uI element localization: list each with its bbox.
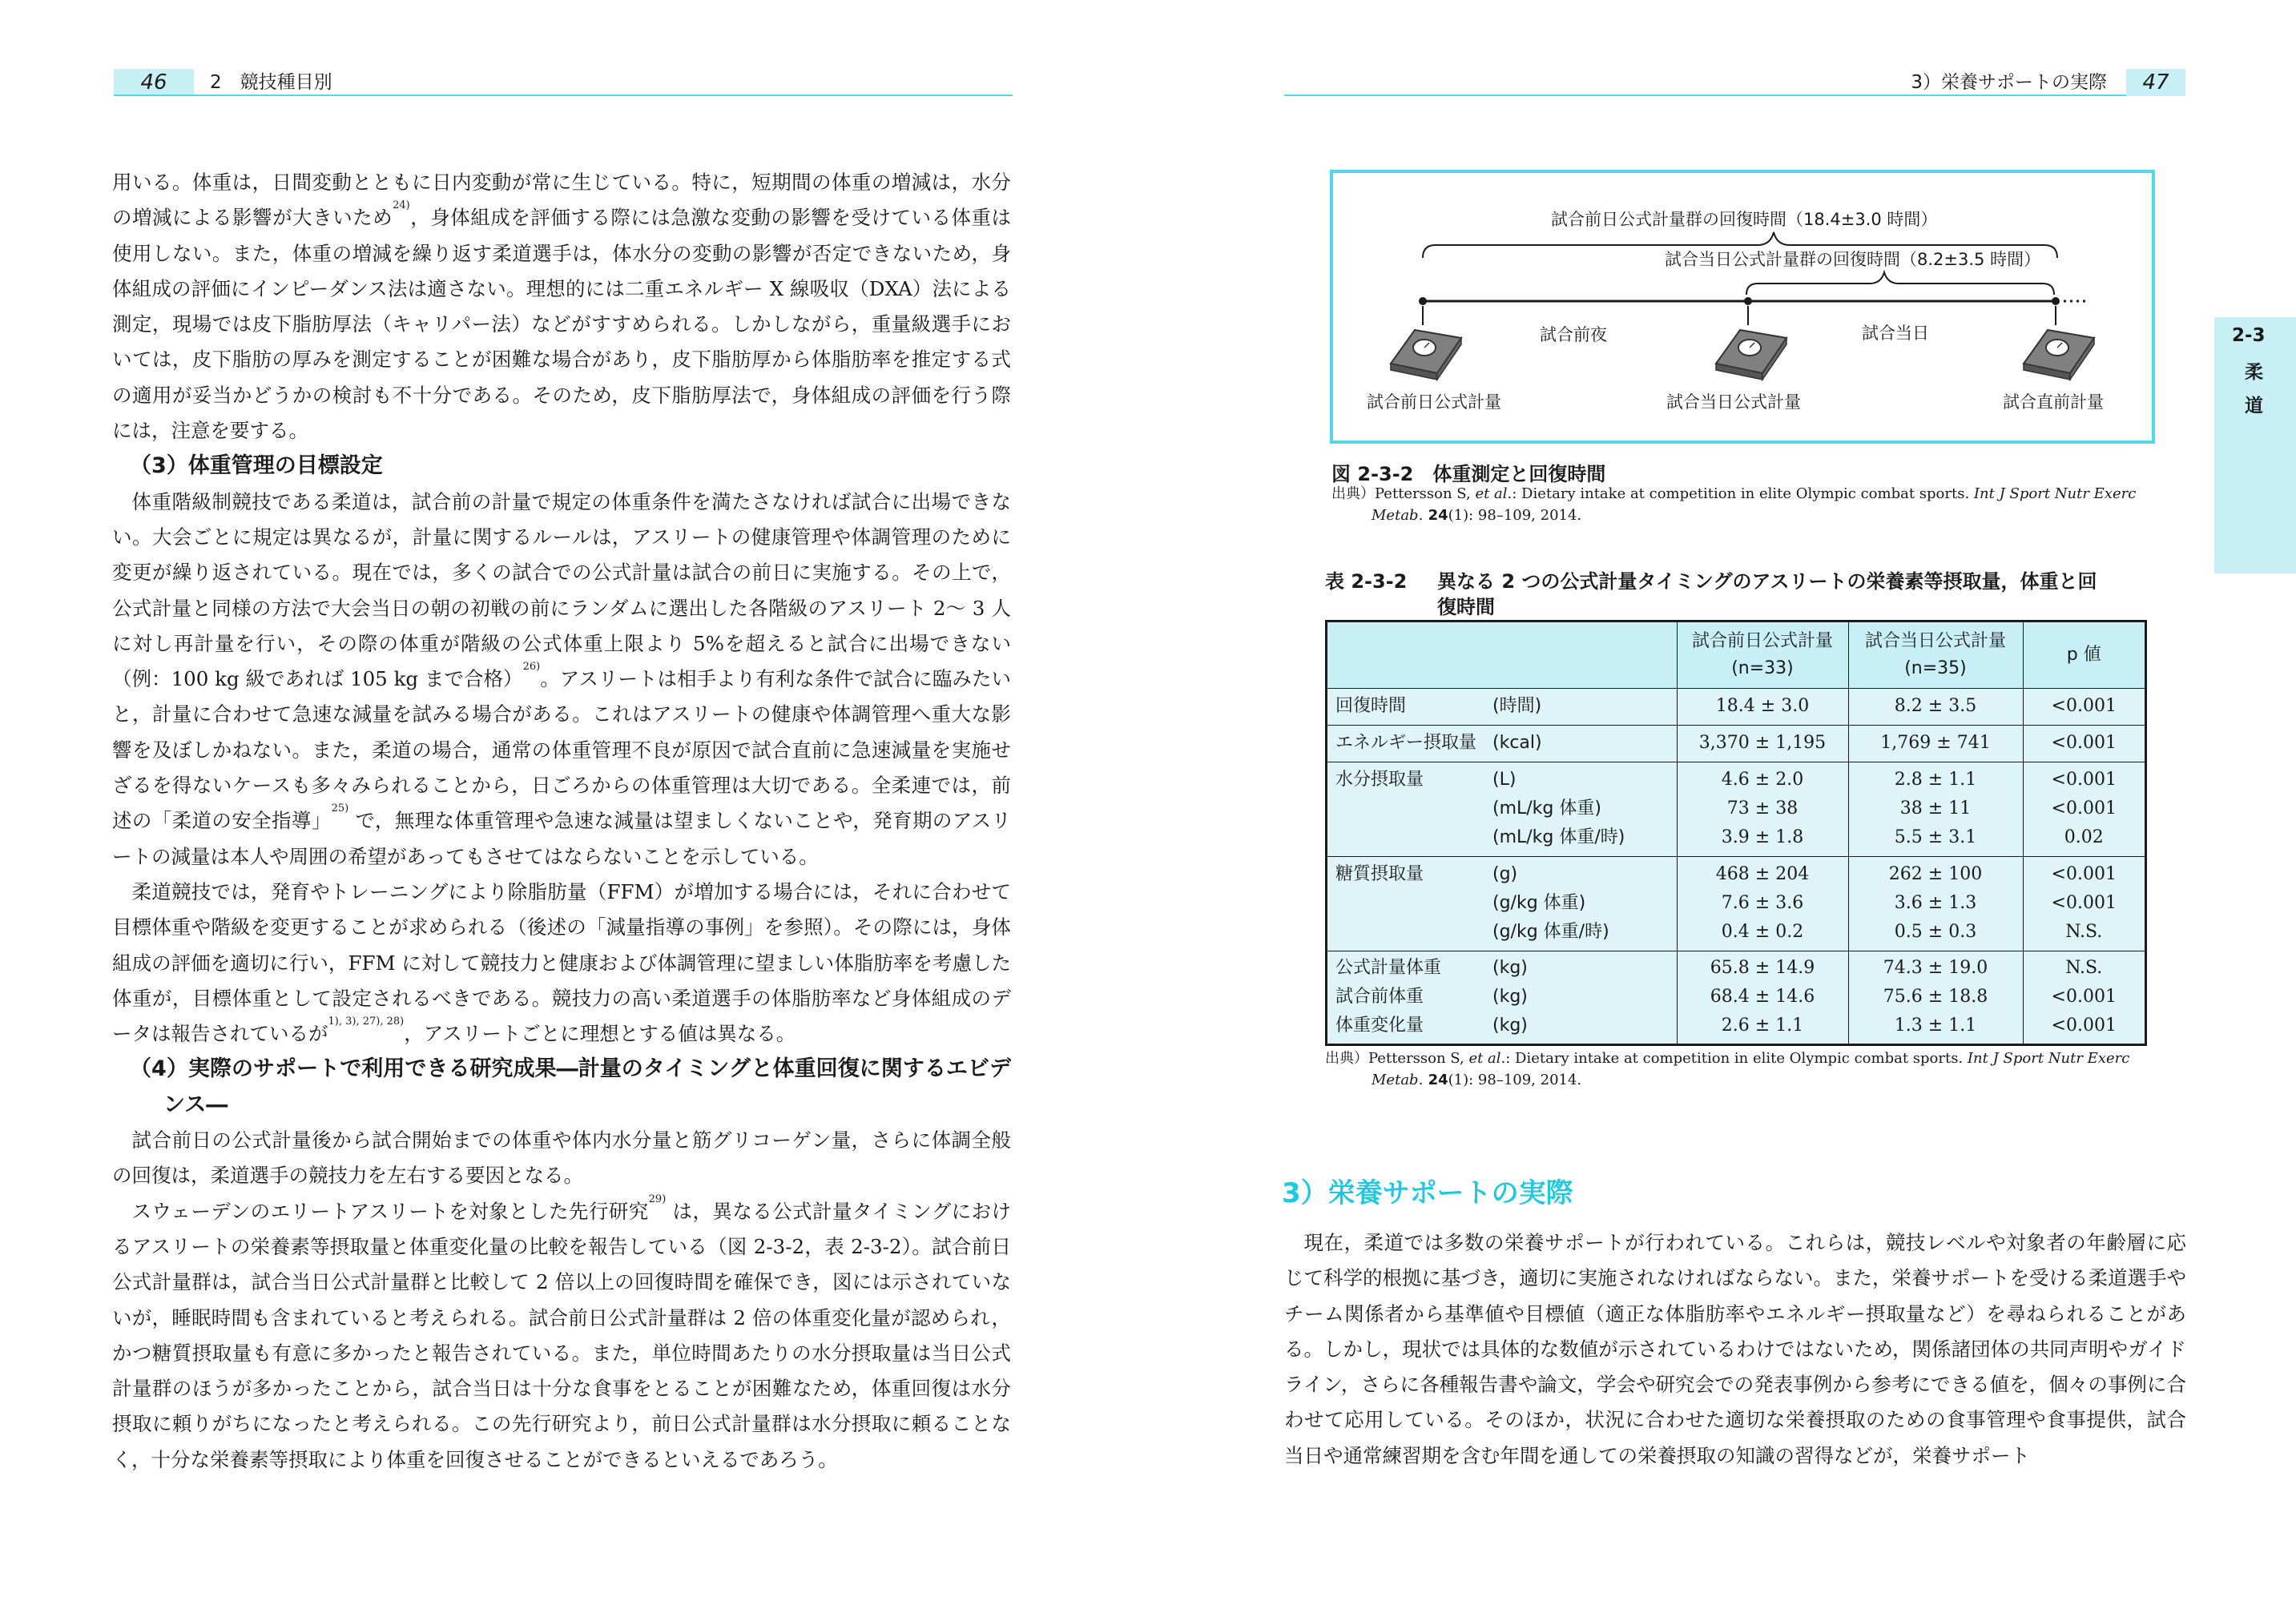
citation: 29) <box>648 1193 667 1205</box>
side-tab-char-1: 柔 <box>2245 362 2263 383</box>
figure-caption: 図 2-3-2 体重測定と回復時間 <box>1331 463 1606 485</box>
scale-icon <box>1391 330 1461 380</box>
period-2-label: 試合当日 <box>1862 324 1929 343</box>
side-tab-char-2: 道 <box>2245 396 2263 416</box>
nutrition-table <box>1325 620 2147 1046</box>
figure-weigh-in-timeline <box>1330 170 2155 444</box>
subsection-heading-3: （3）体重管理の目標設定 <box>130 453 383 479</box>
table-header-row <box>1327 622 2145 688</box>
header-col-p-value: p 値 <box>2023 622 2145 688</box>
paragraph: スウェーデンのエリートアスリートを対象とした先行研究$^{29)}$ は，異なる公式計量タイミングにおけるアスリートの栄養素等摂取量と体重変化量の比較を報告している（図 2-3-2，表 2-3-2）。試合前日公式計量群は，試合当日公式計量群と比較して 2 倍以上の回復時間を確保でき，図には示されていないが，睡眠時間も含まれていると考えられる。試合前日公式計量群は 2 倍の体重変化量が認められ，かつ糖質摂取量も有意に多かったと報告されている。また，単位時間あたりの水分摂取量は当日公式計量群のほうが多かったことから，試合当日は十分な食事をとることが困難なため，体重回復は水分摂取に頼りがちになったと考えられる。この先行研究より，前日公式計量群は水分摂取に頼ることなく，十分な栄養素等摂取により体重を回復させることができるといえるであろう。 <box>112 1193 1012 1471</box>
header-col-prev-day: 試合前日公式計量 (n=33) <box>1677 622 1848 688</box>
citation: 1), 3), 27), 28) <box>328 1016 405 1028</box>
table-caption-line-1: 異なる 2 つの公式計量タイミングのアスリートの栄養素等摂取量，体重と回 <box>1437 570 2097 593</box>
left-running-header: 2 競技種目別 <box>210 72 332 93</box>
point-1-label: 試合前日公式計量 <box>1367 392 1501 412</box>
chapter-side-tab <box>2214 317 2296 573</box>
brace-top-label: 試合前日公式計量群の回復時間（18.4±3.0 時間） <box>1551 210 1938 229</box>
table-row: 回復時間 (時間) 18.4 ± 3.0 8.2 ± 3.5 <0.001 <box>1327 688 2145 725</box>
table-caption-line-2: 復時間 <box>1437 596 1495 618</box>
paragraph: 体重階級制競技である柔道は，試合前の計量で規定の体重条件を満たさなければ試合に出場できない。大会ごとに規定は異なるが，計量に関するルールは，アスリートの健康管理や体調管理のために変更が繰り返されている。現在では，多くの試合での公式計量は試合の前日に実施する。その上で，公式計量と同様の方法で大会当日の朝の初戦の前にランダムに選出した各階級のアスリート 2～ 3 人に対し再計量を行い，その際の体重が階級の公式体重上限より 5%を超えると試合に出場できない（例：100 kg 級であれば 105 kg まで合格）$^{26)}$。アスリートは相手より有利な条件で試合に臨みたいと，計量に合わせて急速な減量を試みる場合がある。これはアスリートの健康や体調管理へ重大な影響を及ぼしかねない。また，柔道の場合，通常の体重管理不良が原因で試合直前に急速減量を実施せざるを得ないケースも多々みられることから，日ごろからの体重管理は大切である。全柔連では，前述の「柔道の安全指導」$^{25)}$ で，無理な体重管理や急速な減量は望ましくないことや，発育期のアスリートの減量は本人や周囲の希望があってもさせてはならないことを示している。 <box>112 489 1012 868</box>
subsection-heading-4: （4）実際のサポートで利用できる研究成果―計量のタイミングと体重回復に関するエビデンス― <box>130 1056 1011 1117</box>
citation: 24) <box>393 199 410 212</box>
timeline-dot-1 <box>1419 297 1427 305</box>
table-row: エネルギー摂取量 (kcal) 3,370 ± 1,195 1,769 ± 741 <0.001 <box>1327 725 2145 762</box>
citation: 26) <box>522 661 541 674</box>
side-tab-code: 2-3 <box>2232 325 2266 346</box>
point-3-label: 試合直前計量 <box>2003 392 2104 412</box>
timeline-dot-2 <box>1744 297 1752 305</box>
paragraph: 試合前日の公式計量後から試合開始までの体重や体内水分量と筋グリコーゲン量，さらに体調全般の回復は，柔道選手の競技力を左右する要因となる。 <box>112 1128 1011 1188</box>
scale-icon <box>1716 330 1786 380</box>
table-caption-label: 表 2-3-2 <box>1325 570 1408 593</box>
brace-bottom <box>1746 272 2054 295</box>
timeline-dot-3 <box>2052 297 2060 305</box>
paragraph: 現在，柔道では多数の栄養サポートが行われている。これらは，競技レベルや対象者の年齢層に応じて科学的根拠に基づき，適切に実施されなければならない。また，栄養サポートを受ける柔道選手やチーム関係者から基準値や目標値（適正な体脂肪率やエネルギー摂取量など）を尋ねられることがある。しかし，現状では具体的な数値が示されているわけではないため，関係諸団体の共同声明やガイドライン，さらに各種報告書や論文，学会や研究会での発表事例から参考にできる値を，個々の事例に合わせて応用している。そのほか，状況に合わせた適切な栄養摂取のための食事管理や食事提供，試合当日や通常練習期を含む年間を通しての栄養摂取の知識の習得などが，栄養サポート <box>1284 1231 2187 1467</box>
left-page-number: 46 <box>114 69 194 96</box>
point-2-label: 試合当日公式計量 <box>1666 392 1801 412</box>
table-row: 公式計量体重 試合前体重 体重変化量 (kg) (kg) (kg) 65.8 ± 14.9 68.4 ± 14.6 2.6 ± 1.1 74.3 ± 19.0 75.6 ± 18.8 1.3 ± 1.1 N.S. <0.001 <0.001 <box>1327 951 2145 1044</box>
header-col-same-day: 試合当日公式計量 (n=35) <box>1848 622 2023 688</box>
section-heading: 3）栄養サポートの実際 <box>1282 1177 1573 1209</box>
paragraph: 用いる。体重は，日間変動とともに日内変動が常に生じている。特に，短期間の体重の増減は，水分の増減による影響が大きいため$^{24)}$，身体組成を評価する際には急激な変動の影響を受けている体重は使用しない。また，体重の増減を繰り返す柔道選手は，体水分の変動の影響が否定できないため，身体組成の評価にインピーダンス法は適さない。理想的には二重エネルギー X 線吸収（DXA）法による測定，現場では皮下脂肪厚法（キャリパー法）などがすすめられる。しかしながら，重量級選手においては，皮下脂肪の厚みを測定することが困難な場合があり，皮下脂肪厚から体脂肪率を推定する式の適用が妥当かどうかの検討も不十分である。そのため，皮下脂肪厚法で，身体組成の評価を行う際には，注意を要する。 <box>112 171 1012 443</box>
paragraph: 柔道競技では，発育やトレーニングにより除脂肪量（FFM）が増加する場合には，それに合わせて目標体重や階級を変更することが求められる（後述の「減量指導の事例」を参照）。その際には，身体組成の評価を適切に行い，FFM に対して競技力と健康および体調管理に望ましい体脂肪率を考慮した体重が，目標体重として設定されるべきである。競技力の高い柔道選手の体脂肪率など身体組成のデータは報告されているが$^{1), 3), 27), 28)}$，アスリートごとに理想とする値は異なる。 <box>112 879 1011 1046</box>
table-source: 出典）Pettersson S, et al.: Dietary intake at competition in elite Olympic combat sports. Int J Sport Nutr Exerc Metab. 24(1): 98–109, 2014. <box>1325 1050 2130 1088</box>
table-row: 水分摂取量 (L) (mL/kg 体重) (mL/kg 体重/時) 4.6 ± 2.0 73 ± 38 3.9 ± 1.8 2.8 ± 1.1 38 ± 11 5.5 ± 3.1 <0.001 <0.001 0.02 <box>1327 762 2145 856</box>
figure-source: 出典）Pettersson S, et al.: Dietary intake at competition in elite Olympic combat sports. Int J Sport Nutr Exerc Metab. 24(1): 98–109, 2014. <box>1331 485 2137 524</box>
right-body-text <box>1284 1225 2186 1474</box>
right-running-header: 3）栄養サポートの実際 <box>1911 72 2107 93</box>
right-page-number: 47 <box>2126 69 2185 96</box>
period-1-label: 試合前夜 <box>1540 325 1607 344</box>
table-row: 糖質摂取量 (g) (g/kg 体重) (g/kg 体重/時) 468 ± 204 7.6 ± 3.6 0.4 ± 0.2 262 ± 100 3.6 ± 1.3 0.5 ± 0.3 <0.001 <0.001 N.S. <box>1327 856 2145 951</box>
left-body-text <box>112 165 1011 1478</box>
brace-bottom-label: 試合当日公式計量群の回復時間（8.2±3.5 時間） <box>1665 250 2041 269</box>
left-header-rule <box>114 95 1013 96</box>
scale-icon <box>2024 330 2094 380</box>
citation: 25) <box>331 802 349 815</box>
